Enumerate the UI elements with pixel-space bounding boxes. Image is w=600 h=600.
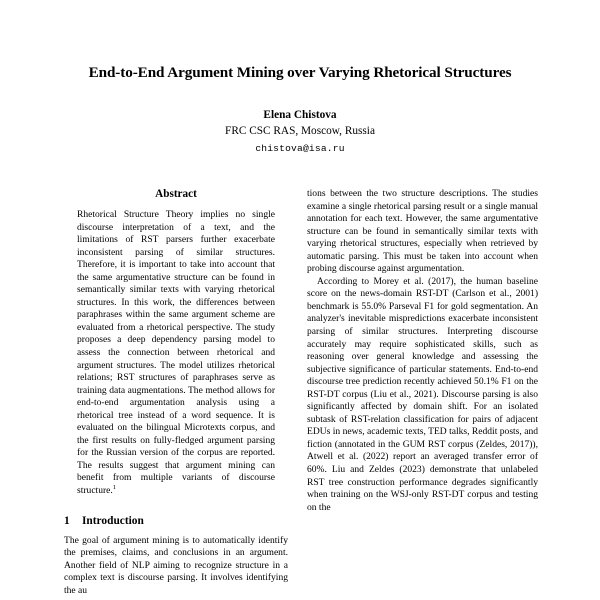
author-email: chistova@isa.ru [255, 142, 345, 154]
right-column-paragraph-2: According to Morey et al. (2017), the human baseline score on the news-domain RST-DT (Carlson et al., 2001) benchmark is 55.0% Parseval F1 for gold segmentation. An analyzer's inevitable mispredictions exacerbate inconsistent parsing of similar structures. Interpreting discourse accurately may require sophisticated skills, such as reasoning over general knowledge and assessing the subjective significance of particular statements. End-to-end discourse tree prediction recently achieved 50.1% F1 on the RST-DT corpus (Liu et al., 2021). Discourse parsing is also significantly affected by domain shift. For an isolated subtask of RST-relation classification for pairs of adjacent EDUs in news, academic texts, TED talks, Reddit posts, and fiction (annotated in the GUM RST corpus (Zeldes, 2017)), Atwell et al. (2022) report an averaged transfer error of 60%. Liu and Zeldes (2023) demonstrate that unlabeled RST tree construction performance degrades significantly when training on the WSJ-only RST-DT corpus and testing on the [307, 275, 538, 513]
section-title: Introduction [82, 514, 144, 527]
continued-paragraph: tions between the two structure descriptions. The studies examine a single rhetorical parsing result or a single manual annotation for each text. However, the same argumentative structure can be found in semantically similar texts with varying rhetorical structures, especially when retrieved by automatic parsing. This must be taken into account when probing discourse against argumentation. [307, 188, 538, 275]
left-column [64, 188, 288, 597]
footnote-marker: 1 [112, 483, 117, 491]
section-heading-introduction [64, 515, 288, 527]
abstract-text: Rhetorical Structure Theory implies no single discourse interpretation of a text, and the limitations of RST parsers further exacerbate inconsistent parsing of similar structures. Therefore, it is important to take into account that the same argumentative structure can be found in semantically similar texts with varying rhetorical structures. In this work, the differences between paraphrases within the same argument scheme are evaluated from a rhetorical perspective. The study proposes a deep dependency parsing model to assess the connection between rhetorical and argument structures. The model utilizes rhetorical relations; RST structures of paraphrases serve as training data augmentations. The method allows for end-to-end argumentation analysis using a rhetorical tree instead of a word sequence. It is evaluated on the bilingual Microtexts corpus, and the first results on fully-fledged argument parsing for the Russian version of the corpus are reported. The results suggest that argument mining can benefit from multiple variants of discourse structure. [77, 209, 275, 497]
section-number: 1 [64, 514, 70, 527]
page-title: End-to-End Argument Mining over Varying Rhetorical Structures [88, 64, 512, 81]
author-affiliation: FRC CSC RAS, Moscow, Russia [225, 125, 375, 138]
right-column [307, 188, 538, 514]
abstract-heading: Abstract [155, 188, 197, 200]
author-block [0, 108, 600, 158]
introduction-paragraph: The goal of argument mining is to automatically identify the premises, claims, and conclusions in an argument. Another field of NLP aiming to recognize structure in a complex text is discourse parsing. It involves identifying the au [64, 534, 288, 596]
title-block [0, 64, 600, 82]
abstract-body [77, 209, 275, 498]
author-name: Elena Chistova [263, 109, 337, 121]
